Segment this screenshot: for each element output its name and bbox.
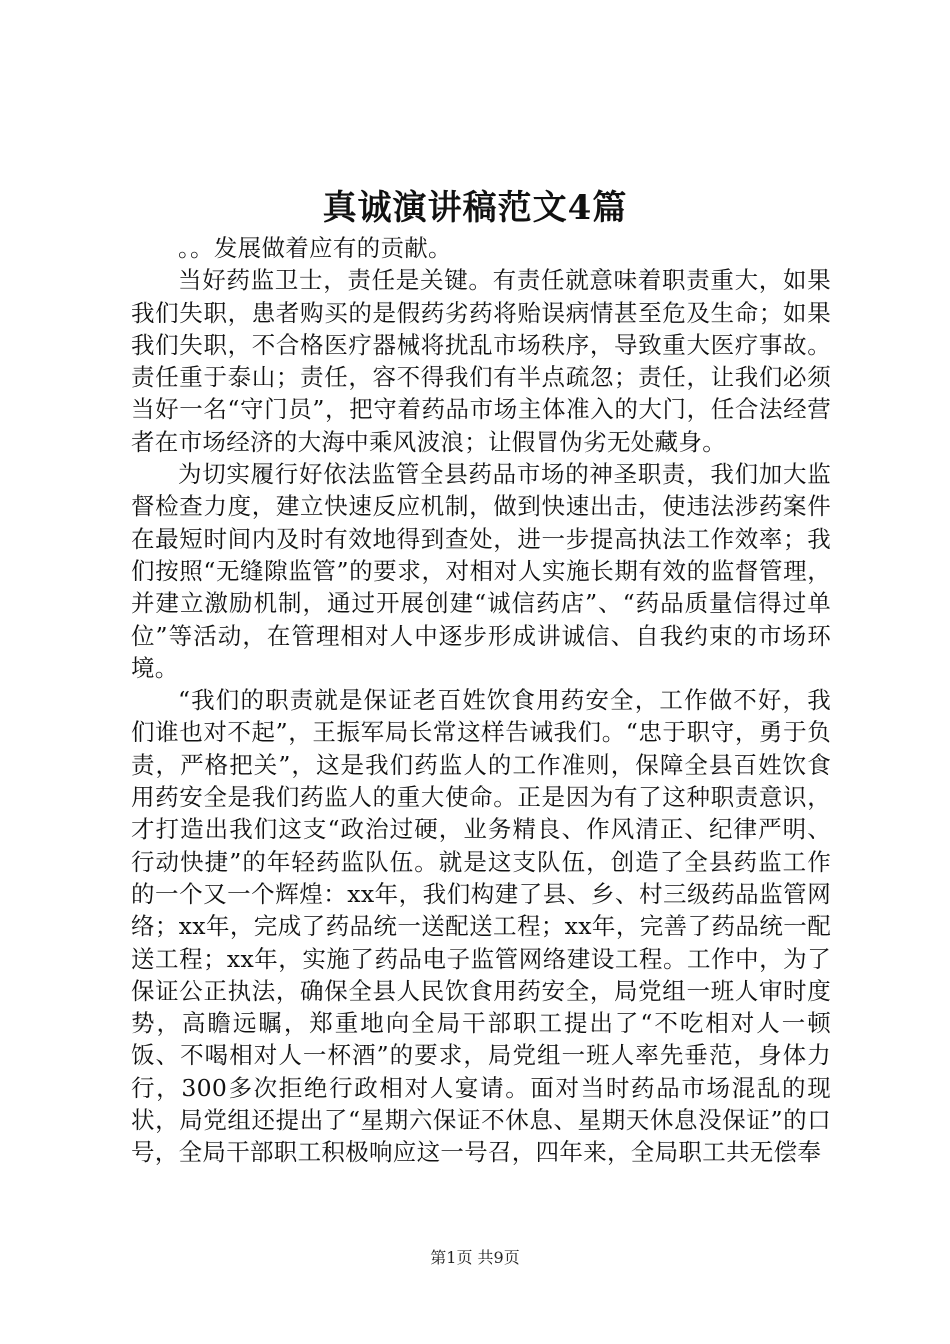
paragraph: “我们的职责就是保证老百姓饮食用药安全，工作做不好，我们谁也对不起”，王振军局长常这样告诫我们。“忠于职守，勇于负责，严格把关”，这是我们药监人的工作准则，保障全县百姓饮食用药安全是我们药监人的重大使命。正是因为有了这种职责意识，才打造出我们这支“政治过硬，业务精良、作风清正、纪律严明、行动快捷”的年轻药监队伍。就是这支队伍，创造了全县药监工作的一个又一个辉煌：xx年，我们构建了县、乡、村三级药品监管网络；xx年，完成了药品统一送配送工程；xx年，完善了药品统一配送工程；xx年，实施了药品电子监管网络建设工程。工作中，为了保证公正执法，确保全县人民饮食用药安全，局党组一班人审时度势，高瞻远瞩，郑重地向全局干部职工提出了“不吃相对人一顿饭、不喝相对人一杯酒”的要求，局党组一班人率先垂范，身体力行，300多次拒绝行政相对人宴请。面对当时药品市场混乱的现状，局党组还提出了“星期六保证不休息、星期天休息没保证”的口号，全局干部职工积极响应这一号召，四年来，全局职工共无偿奉 [131, 686, 831, 1167]
paragraph: 。。发展做着应有的贡献。 [178, 234, 452, 262]
document-title: 真诚演讲稿范文4篇 [322, 188, 628, 228]
document-body [131, 232, 831, 1169]
paragraph: 为切实履行好依法监管全县药品市场的神圣职责，我们加大监督检查力度，建立快速反应机制，做到快速出击，使违法涉药案件在最短时间内及时有效地得到查处，进一步提高执法工作效率；我们按照“无缝隙监管”的要求，对相对人实施长期有效的监督管理，并建立激励机制，通过开展创建“诚信药店”、“药品质量信得过单位”等活动，在管理相对人中逐步形成讲诚信、自我约束的市场环境。 [131, 460, 831, 682]
page-footer: 第1页 共9页 [430, 1248, 520, 1267]
paragraph: 当好药监卫士，责任是关键。有责任就意味着职责重大，如果我们失职，患者购买的是假药劣药将贻误病情甚至危及生命；如果我们失职，不合格医疗器械将扰乱市场秩序，导致重大医疗事故。责任重于泰山；责任，容不得我们有半点疏忽；责任，让我们必须当好一名“守门员”，把守着药品市场主体准入的大门，任合法经营者在市场经济的大海中乘风波浪；让假冒伪劣无处藏身。 [131, 266, 831, 456]
